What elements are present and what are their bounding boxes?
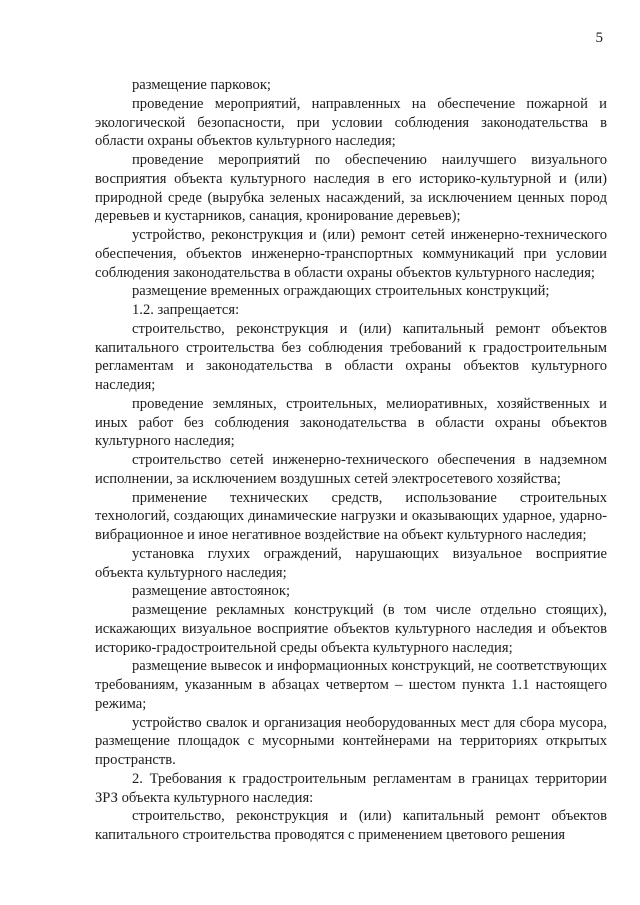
- paragraph: устройство, реконструкция и (или) ремонт сетей инженерно-технического обеспечения, объектов инженерно-транспортных коммуникаций при условии соблюдения законодательства в области охраны объектов культурного наследия;: [95, 227, 607, 281]
- paragraph: размещение временных ограждающих строительных конструкций;: [132, 283, 550, 300]
- paragraph: строительство, реконструкция и (или) капитальный ремонт объектов капитального строительства без соблюдения требований к градостроительным регламентам и законодательства в области охраны объектов культурного наследия;: [95, 320, 607, 393]
- paragraph: размещение парковок;: [132, 77, 271, 93]
- paragraph: установка глухих ограждений, нарушающих визуальное восприятие объекта культурного наследия;: [95, 545, 607, 581]
- paragraph: строительство сетей инженерно-технического обеспечения в надземном исполнении, за исключением воздушных сетей электросетевого хозяйства;: [95, 452, 607, 487]
- paragraph: применение технических средств, использование строительных технологий, создающих динамические нагрузки и оказывающих ударное, ударно-вибрационное и иное негативное воздействие на объект культурного наследия;: [95, 489, 607, 543]
- document-body: [95, 76, 607, 845]
- section-heading: 1.2. запрещается:: [132, 302, 240, 318]
- paragraph: размещение автостоянок;: [132, 583, 291, 600]
- paragraph: проведение земляных, строительных, мелиоративных, хозяйственных и иных работ без соблюдения законодательства в области охраны объектов культурного наследия;: [95, 395, 607, 450]
- paragraph: проведение мероприятий по обеспечению наилучшего визуального восприятия объекта культурного наследия в его историко-культурной и (или) природной среде (вырубка зеленых насаждений, за исключением ценных пород деревьев и кустарников, санация, кронирование деревьев);: [95, 152, 607, 225]
- paragraph: строительство, реконструкция и (или) капитальный ремонт объектов капитального строительства проводятся с применением цветового решения: [95, 808, 607, 843]
- section-heading: 2. Требования к градостроительным регламентам в границах территории ЗРЗ объекта культурного наследия:: [95, 770, 607, 806]
- paragraph: размещение рекламных конструкций (в том числе отдельно стоящих), искажающих визуальное восприятие объектов культурного наследия и объектов историко-градостроительной среды объекта культурного наследия;: [95, 602, 607, 656]
- paragraph: проведение мероприятий, направленных на обеспечение пожарной и экологической безопасности, при условии соблюдения законодательства в области охраны объектов культурного наследия;: [95, 95, 607, 150]
- paragraph: размещение вывесок и информационных конструкций, не соответствующих требованиям, указанным в абзацах четвертом – шестом пункта 1.1 настоящего режима;: [95, 658, 607, 712]
- page-number: 5: [595, 30, 603, 46]
- paragraph: устройство свалок и организация необорудованных мест для сбора мусора, размещение площадок с мусорными контейнерами на территориях открытых пространств.: [95, 714, 607, 768]
